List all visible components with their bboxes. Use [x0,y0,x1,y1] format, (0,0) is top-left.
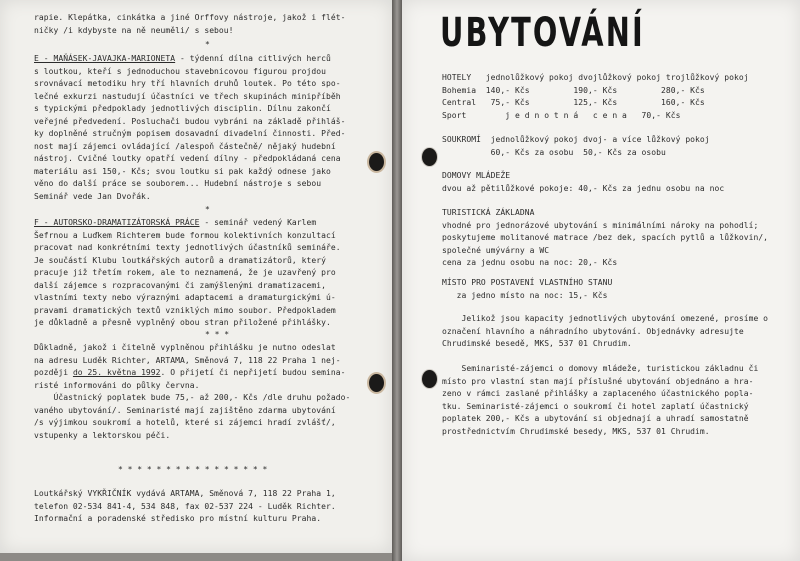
separator-stars: * * * [205,330,230,339]
punch-hole [422,370,437,388]
left-page [0,0,392,553]
separator-star: * [205,40,210,49]
seminar-f-heading-line [34,217,316,230]
binding-gutter [392,0,402,561]
separator-star: * [205,205,210,214]
youth-hostel-text: dvou až pětilůžkové pokoje: 40,- Kčs za jednu osobu na noc [442,183,725,193]
tent-heading: MÍSTO PRO POSTAVENÍ VLASTNÍHO STANU [442,278,613,287]
payment-paragraph: Seminaristé-zájemci o domovy mládeže, turistickou základnu či místo pro vlastní stan mají příslušné ubytování objednáno a hra- zeno v rámci zaslané přihlášky a zaplaceného účastnického popla- tku. Seminaristé-zájemci o soukromí či hotel zaplatí účastnický poplatek 200,- Kčs a ubytování si objednají a uhradí samostatně prostřednictvím Chrudimské besedy, MKS, 537 01 Chrudim. [442,364,759,436]
private-accommodation: SOUKROMÍ jednolůžkový pokoj dvoj- a více lůžkový pokoj 60,- Kčs za osobu 50,- Kčs za osobu [442,135,710,157]
separator-stars-row: * * * * * * * * * * * * * * * * [118,465,268,474]
seminar-e-subtitle: - týdenní dílna citlivých herců [175,54,331,63]
seminar-f-description: Šefrnou a Luďkem Richterem bude formou kolektivních konzultací pracovat nad konkrétními texty jednotlivých účastníků semináře. Je součástí Klubu loutkářských autorů a dramatizátorů, který pracuje již třetím rokem, ale to neznamená, že je uzavřený pro další zájemce s rozpracovanými či zamýšlenými dramatizacemi, vlastními texty nebo výraznými adaptacemi a dramaturgickými ú- pravami dramatických textů vzniklých mimo soubor. Předpokladem je důkladně a přesně vyplněný obou stran přiložené přihlášky. [34,230,341,327]
publisher-footer: Loutkářský VYKŘIČNÍK vydává ARTAMA, Směnová 7, 118 22 Praha 1, telefon 02-534 841-4, 534 848, fax 02-537 224 - Luděk Richter. Informační a poradenské středisko pro místní kulturu Praha. [34,489,336,523]
deadline-paragraph [34,342,345,392]
tent-text: za jedno místo na noc: 15,- Kčs [442,290,608,300]
youth-hostel-heading: DOMOVY MLÁDEŽE [442,171,511,180]
intro-paragraph: rapie. Klepátka, cinkátka a jiné Orffovy nástroje, jakož i flét- ničky /i kdybyste na ně neuměli/ s sebou! [34,13,346,35]
deadline-text-end: . O přijetí či nepřijetí budou semina- risté informováni do půlky června. [34,368,346,390]
hotels-table: HOTELY jednolůžkový pokoj dvojlůžkový pokoj trojlůžkový pokoj Bohemia 140,- Kčs 190,- Kčs 280,- Kčs Central 75,- Kčs 125,- Kčs 160,- Kčs Sport j e d n o t n á c e n a 70,- Kčs [442,73,749,120]
seminar-f-title: F - AUTORSKO-DRAMATIZÁTORSKÁ PRÁCE [34,218,200,227]
seminar-e-description: s loutkou, kteří s jednoduchou stavebnicovou figurou projdou srovnávací metodiku hry tří hlavních druhů loutek. Po této spo- lečné exkurzi nastudují účastníci ve třech skupinách minipříběh s typickými předpoklady jednotlivých disciplin. Dílnu zakončí veřejné předvedení. Posluchači budou vybráni na základě přihláš- ky doplněné stručným popisem dosavadní divadelní činnosti. Před- nost mají zájemci ovládající /alespoň částečně/ nějaký hudební nástroj. Cvičné loutky opatří vedení dílny - předpokládaná cena materiálu asi 150,- Kčs; svou loutku si pak každý odnese jako věno do další práce se souborem... Hudební nástroje s sebou Seminář vede Jan Dvořák. [34,66,346,201]
deadline-date: do 25. května 1992 [72,368,161,377]
punch-hole [369,153,384,171]
fee-paragraph: Účastnický poplatek bude 75,- až 200,- Kčs /dle druhu požado- vaného ubytování/. Seminaristé mají zajištěno zdarma ubytování /s výjimkou soukromí a hotelů, které si zájemci hradí zvlášť/, vstupenky a lektorskou péči. [34,393,351,440]
punch-hole [422,148,437,166]
seminar-e-heading-line [34,53,331,66]
capacity-paragraph: Jelikož jsou kapacity jednotlivých ubytování omezené, prosíme o označení hlavního a náhradního ubytování. Objednávky adresujte Chrudimské besedě, MKS, 537 01 Chrudim. [442,314,769,348]
punch-hole [369,374,384,392]
tourist-base-heading: TURISTICKÁ ZÁKLADNA [442,208,535,217]
tourist-base-text: vhodné pro jednorázové ubytování s minimálními nároky na pohodlí; poskytujeme molitanové matrace /bez dek, spacích pytlů a lůžkovin/, společné umývárny a WC cena za jednu osobu na noc: 20,- Kčs [442,220,769,267]
seminar-f-subtitle: - seminář vedený Karlem [199,218,317,227]
page-title: UBYTOVÁNÍ [440,10,645,56]
seminar-e-title: E - MAŇÁSEK-JAVAJKA-MARIONETA [34,54,176,63]
deadline-text: Důkladně, jakož i čitelně vyplněnou přihlášku je nutno odeslat na adresu Luděk Richter, ARTAMA, Směnová 7, 118 22 Praha 1 nej- později [34,343,341,377]
